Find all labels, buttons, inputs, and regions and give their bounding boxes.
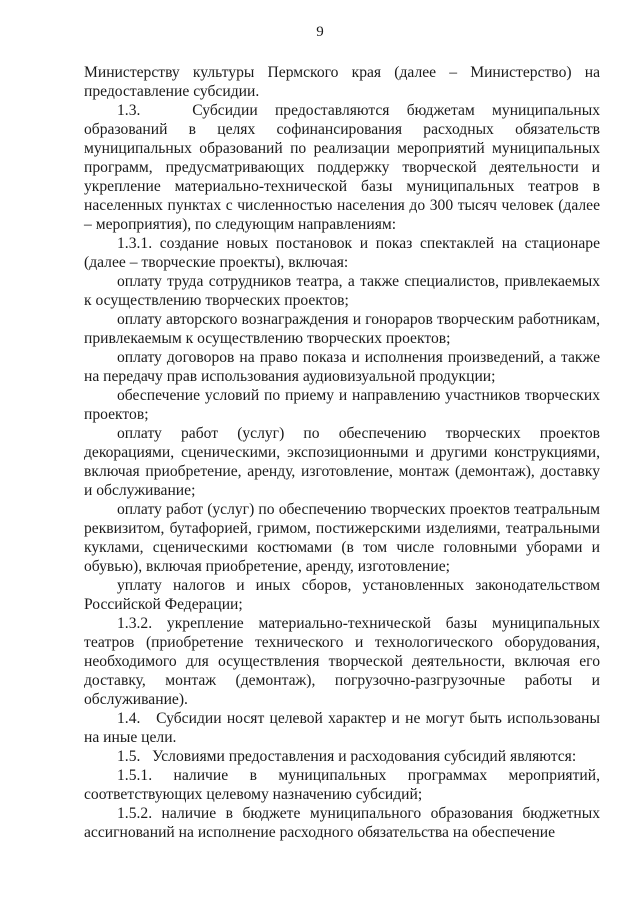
paragraph-labor-payment: оплату труда сотрудников театра, а также специалистов, привлекаемых к осуществлению творческих проектов; — [84, 273, 600, 309]
paragraph-show-rights: оплату договоров на право показа и исполнения произведений, а также на передачу прав использования аудиовизуальной продукции; — [84, 349, 600, 385]
paragraph-1-5-2: 1.5.2. наличие в бюджете муниципального образования бюджетных ассигнований на исполнение расходного обязательства на обеспечение — [84, 805, 600, 841]
paragraph-author-fees: оплату авторского вознаграждения и гонораров творческим работникам, привлекаемым к осуществлению творческих проектов; — [84, 311, 600, 347]
paragraph-taxes: уплату налогов и иных сборов, установленных законодательством Российской Федерации; — [84, 577, 600, 613]
paragraph-props-costumes: оплату работ (услуг) по обеспечению творческих проектов театральным реквизитом, бутафорией, гримом, постижерскими изделиями, театральными куклами, сценическими костюмами (в том числе головными уборами и обувью), включая приобретение, аренду, изготовление; — [84, 501, 600, 575]
paragraph-1-3-2: 1.3.2. укрепление материально-технической базы муниципальных театров (приобретение технического и технологического оборудования, необходимого для осуществления творческой деятельности, включая его доставку, монтаж (демонтаж), погрузочно-разгрузочные работы и обслуживание). — [84, 615, 600, 708]
paragraph-participants: обеспечение условий по приему и направлению участников творческих проектов; — [84, 387, 600, 423]
paragraph-decorations: оплату работ (услуг) по обеспечению творческих проектов декорациями, сценическими, экспозиционными и другими конструкциями, включая приобретение, аренду, изготовление, монтаж (демонтаж), доставку и обслуживание; — [84, 425, 600, 499]
paragraph-1-4: 1.4. Субсидии носят целевой характер и не могут быть использованы на иные цели. — [84, 710, 600, 746]
paragraph-1-5: 1.5. Условиями предоставления и расходования субсидий являются: — [117, 748, 577, 765]
paragraph-1-3: 1.3. Субсидии предоставляются бюджетам муниципальных образований в целях софинансирования расходных обязательств муниципальных образований по реализации мероприятий муниципальных программ, предусматривающих поддержку творческой деятельности и укрепление материально-технической базы муниципальных театров в населенных пунктах с численностью населения до 300 тысяч человек (далее – мероприятия), по следующим направлениям: — [84, 102, 600, 233]
paragraph-1-3-1: 1.3.1. создание новых постановок и показ спектаклей на стационаре (далее – творческие проекты), включая: — [84, 235, 600, 271]
paragraph-ministry-continuation: Министерству культуры Пермского края (далее – Министерство) на предоставление субсидии. — [84, 64, 600, 100]
page-number: 9 — [316, 24, 324, 40]
document-body — [84, 63, 600, 842]
paragraph-1-5-1: 1.5.1. наличие в муниципальных программах мероприятий, соответствующих целевому назначению субсидий; — [84, 767, 600, 803]
